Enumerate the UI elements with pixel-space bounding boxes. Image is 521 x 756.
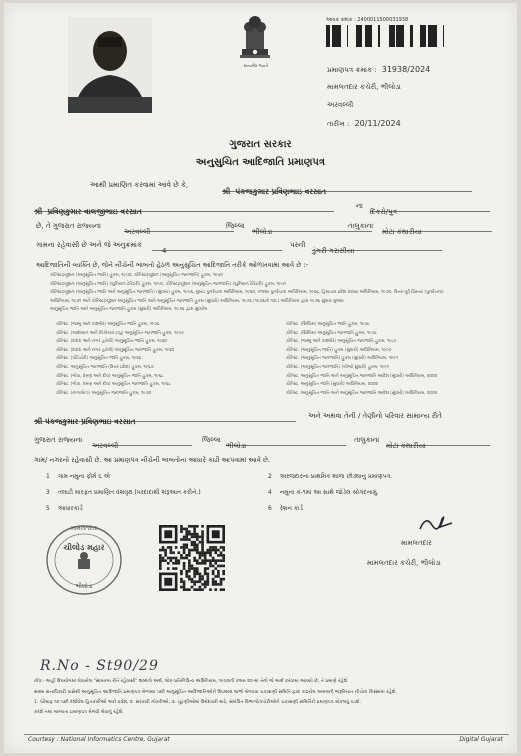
order-line: કોન્સ્ટિ. અનુસૂચિત જાતિ અને અનુસૂચિત જનજાતિ આદેશ (સુધારો) અધિનિયમ, ૨૦૦૨ <box>286 390 438 396</box>
order-line: કોન્સ્ટિ. અનુસૂચિત જનજાતિ (ઉત્તર પ્રદેશ) હુકમ, ૧૯૬૭ <box>56 364 154 370</box>
tribe-field: ડુંગરી ગરાસીયા <box>312 238 442 251</box>
document-item: 5 આધારકાર્ડ <box>46 505 83 512</box>
order-line: કોન્સ્ટિ. અનુસૂચિત જાતિ (સુધારો) અધિનિયમ, ૨૦૦૨ <box>286 382 378 388</box>
taluka-label-2: તાલુકાના <box>354 436 380 444</box>
issuing-office: મામલતદાર કચેરી, ભીલોડા <box>327 83 401 91</box>
certificate-number: પ્રમાણપત્ર ક્રમાંક : 31938/2024 <box>327 65 431 74</box>
order-line: કોન્સ્ટિ. (જમ્મુ અને કાશ્મીર) અનુસૂચિત જાતિ હુકમ, ૧૯૫૬ <box>56 322 160 327</box>
order-line: કોન્સ્ટિ. (ગોવા, દમણ અને દીવ) અનુસૂચિત જનજાતિ હુકમ, ૧૯૬૮ <box>56 382 171 388</box>
signatory-office: મામલતદાર કચેરી, ભીલોડા <box>367 559 441 567</box>
issuing-district: અરવલ્લી <box>327 101 354 109</box>
certificate-title: અનુસુચિત આદિજાતિ પ્રમાણપત્ર <box>195 157 326 168</box>
note-line: સક્ષમ સત્તાધિકારી પાસેથી અનુસૂચિત આદિજાતિ પ્રમાણપત્ર મેળવ્યા પછી અનુસૂચિત આદિજાતિઓને ઉપલબ્ધ લાભો મેળવવા ચકાસણી સમિતિ દ્વારા કઢાયેલ અમલની જરૂરિયાત નીચેના કિસ્સામાં રહેશે. <box>34 690 397 695</box>
footer-brand: Digital Gujarat <box>459 736 503 743</box>
order-line: કોન્સ્ટિ. અનુસૂચિત જાતિ અને અનુસૂચિત જનજાતિ આદેશ (સુધારો) અધિનિયમ, ૨૦૦૨ <box>286 373 438 379</box>
emblem-caption: સત્યમેવ જયતે <box>243 63 269 68</box>
qr-code <box>159 525 225 591</box>
order-line: કોન્સ્ટિ. (સિક્કિમ) અનુસૂચિત જાતિ હુકમ, ૧૯૭૮ <box>286 322 370 327</box>
note-line: 1. પેરેગ્રાફ ૧૦ પછી દર્શાવેલ હિતકારીઓ અને પ્રવેશ, ૨. સરકારી નોકરીઓ, ૩. ચૂંટણીઓમાં ઉમેદવારી માટે, સંબંધિત વિભાગો/કચેરીઓને ચકાસણી સમિતિને પ્રમાણપત્ર મોકલવું પડશે. <box>34 700 362 705</box>
mamlatdar-seal: મામલતદાર ચીલોડ મહાર ભીલોડા <box>44 523 124 597</box>
handwritten-reference: R.No - St90/29 <box>40 658 159 674</box>
taluka-field: ભીલોડા <box>252 219 372 232</box>
na-label: ના <box>356 202 363 210</box>
basis-text: ગામ/ નગરનો રહેવાસી છે. આ પ્રમાણપત્ર નીચેની બાબતોના આધારે કાઢી આપવામાં આવે છે. <box>34 456 271 464</box>
signatory-title: મામલતદાર <box>401 539 432 547</box>
order-line: કોન્સ્ટિ. (દાદરા અને નગર હવેલી) અનુસૂચિત જાતિ હુકમ, ૧૯૬૨ <box>56 339 167 345</box>
barcode-number: આવક ક્રમાંક : 2400011500031938 <box>326 17 409 23</box>
order-line: કોન્સ્ટિ. (પોંડિચેરી) અનુસૂચિત જાતિ હુકમ, ૧૯૬૪ <box>56 356 142 362</box>
certificate-page <box>4 3 517 753</box>
state-prefix: છે, તે ગુજરાત રાજ્યના <box>36 222 101 230</box>
serial-no-field: 4 <box>152 238 282 251</box>
issue-date: તારીખ : 20/11/2024 <box>327 119 401 128</box>
declaration-text: આદિજાતિની વ્યક્તિ છે, જેને નીચેની બાબતો હેઠળ અનુસુચિત આદિજાતિ તરીકે ઓળખવામાં આવે છે :- <box>36 261 309 269</box>
father-name-field: શ્રી પ્રવિણકુમાર વાલજીભાઇ વરસાત <box>34 199 334 212</box>
notes <box>34 676 514 718</box>
order-line: અધિનિયમ, ૧૯૭૧ અને કોન્સ્ટિટ્યૂશન અનુસૂચિત જાતિ અને અનુસૂચિત જનજાતિ હુકમ (સુધારો) અધિનિયમ, ૧૯૭૬ (૧૯૭૬નો ૧૦૮) અધિનિયમ દ્વારા ૧૯૭૬ સુધારા મુજબ <box>50 298 344 304</box>
order-line: કોન્સ્ટિટ્યૂશન (અનુસૂચિત જાતિ) હુકમ, ૧૯૫૦, કોન્સ્ટિટ્યૂશન (અનુસૂચિત જનજાતિ) હુકમ, ૧૯૫૦ <box>50 273 223 278</box>
district-field-2: અરવલ્લી <box>92 433 192 446</box>
village-label: ગામના રહેવાસી છે અને જે અનુક્રમાંક <box>36 241 142 249</box>
family-text: અને અથવા તેની / તેણીનો પરિવાર સામાન્ય રીતે <box>308 412 442 420</box>
order-line: કોન્સ્ટિ. (અનુસૂચિત જાતિ) હુકમ (સુધારો) અધિનિયમ, ૧૯૯૦ <box>286 347 392 353</box>
village-field-2: મોટા કંથારીયા <box>386 433 490 446</box>
orders-right-list <box>286 321 501 398</box>
taluka-label: તાલુકાના <box>348 222 374 230</box>
order-line: કોન્સ્ટિ. (અનુસૂચિત જનજાતિ) હુકમ (સુધારો) અધિનિયમ, ૧૯૯૧ <box>286 356 398 362</box>
document-item: 4 નમુના ક-૧માં આ સાથે જોડેલ સોગંદનામું. <box>268 489 379 496</box>
document-item: 1 ગામ નમુના ફોર્મ ૬ એ <box>46 473 110 480</box>
applicant-name-field-2: શ્રી પંકજકુમાર પ્રવિણભાઇ વરસાત <box>34 409 296 422</box>
order-line: કોન્સ્ટિ. (જમ્મુ અને કાશ્મીર) અનુસૂચિત જનજાતિ હુકમ, ૧૯૮૯ <box>286 339 397 345</box>
order-line: કોન્સ્ટિ. (આંદામાન અને નિકોબાર ટાપુ) અનુસૂચિત જનજાતિ હુકમ, ૧૯૫૯ <box>56 330 185 336</box>
order-line: કોન્સ્ટિ. (સિક્કિમ) અનુસૂચિત જનજાતિ હુકમ, ૧૯૭૮ <box>286 330 378 336</box>
district-field: અરવલ્લી <box>124 219 234 232</box>
government-title: ગુજરાત સરકાર <box>229 139 292 150</box>
district-label: જિલ્લા <box>226 222 245 230</box>
orders-intro <box>50 272 490 315</box>
applicant-name-field: શ્રી પંકજકુમાર પ્રવિણભાઇ વરસાત <box>222 179 472 192</box>
orders-left-list <box>56 321 276 398</box>
village-field: મોટા કંથારીયા <box>382 219 492 232</box>
taluka-field-2: ભીલોડા <box>226 433 346 446</box>
state-prefix-2: ગુજરાત રાજ્યના <box>34 436 83 444</box>
certify-text: આથી પ્રમાણિત કરવામાં આવે છે કે, <box>90 181 189 189</box>
order-line: કોન્સ્ટિ. (દાદરા અને નગર હવેલી) અનુસૂચિત જનજાતિ હુકમ, ૧૯૬૨ <box>56 347 175 353</box>
signature-icon <box>416 509 456 539</box>
applicant-photo <box>68 17 152 113</box>
note-line: કરશે તથા માન્યતા પ્રમાણપત્ર મેળવી લેવાનું રહેશે. <box>34 710 124 715</box>
relation-field: દિકરો/પુત્ર <box>370 199 490 212</box>
order-line: કોન્સ્ટિટ્યૂશન (અનુસૂચિત જાતિ અને અનુસૂચિત જનજાતિ) (સુધારા) હુકમ, ૧૯૫૬, મુંબઇ પુનર્રચના અધિનિયમ, ૧૯૬૦, પંજાબ પુનર્રચના અધિનિયમ, ૧૯૬૬, હિમાચલ પ્રદેશ રાજ્ય અધિનિયમ, ૧૯૭૦, ઉત્તર-પૂર્વ વિસ્તાર (પુનર્રચના) <box>50 290 444 296</box>
document-item: 3 તલાટી મારફત પ્રમાણિત વંશવૃક્ષ (પરદાદાથી શરૂઆત કરીને.) <box>46 489 201 496</box>
order-line: કોન્સ્ટિ. (અનુસૂચિત જનજાતિ) (બીજો સુધારો) હુકમ, ૧૯૯૧ <box>286 364 390 370</box>
footer <box>24 734 509 745</box>
footer-courtesy: Courtesy : National Informatics Centre, Gujarat <box>28 736 170 743</box>
tribe-label: પરની <box>290 241 306 249</box>
barcode <box>326 25 448 47</box>
document-item: 2 અરજદારના પ્રાથમિક શાળા છોડ્યાનું પ્રમાણપત્ર. <box>268 473 393 480</box>
national-emblem-icon <box>234 9 276 63</box>
order-line: અનુસૂચિત જાતિ અને અનુસૂચિત જનજાતિ હુકમ (સુધારો) અધિનિયમ, ૧૯૭૬ દ્વારા સુધારેલ <box>50 307 208 313</box>
order-line: કોન્સ્ટિટ્યૂશન (અનુસૂચિત જાતિ) (યુનિયન ટેરિટરી) હુકમ, ૧૯૫૧, કોન્સ્ટિટ્યૂશન (અનુસૂચિત જનજાતિ) (યુનિયન ટેરિટરી) હુકમ, ૧૯૫૧ <box>50 281 287 287</box>
order-line: કોન્સ્ટિ. (ગોવા, દમણ અને દીવ) અનુસૂચિત જાતિ હુકમ, ૧૯૬૮ <box>56 373 164 379</box>
note-line: નોંધ:- અહીં ઉપયોગમાં લેવાયેલ "સામાન્ય રીતે રહેવાસી" શબ્દનો અર્થ, લોક-પ્રતિનિધિત્વ અધિનિયમ, ૧૯૫૦ની કલમ ૨૦-માં તેનો જે અર્થ કરવામાં આવ્યો છે, તે પ્રમાણે રહેશે. <box>34 679 349 684</box>
document-item: 6 રેશન કાર્ડ <box>268 505 303 512</box>
district-label-2: જિલ્લા <box>202 436 221 444</box>
order-line: કોન્સ્ટિ. (નાગાલેન્ડ) અનુસૂચિત જનજાતિ હુકમ, ૧૯૭૦ <box>56 390 152 396</box>
